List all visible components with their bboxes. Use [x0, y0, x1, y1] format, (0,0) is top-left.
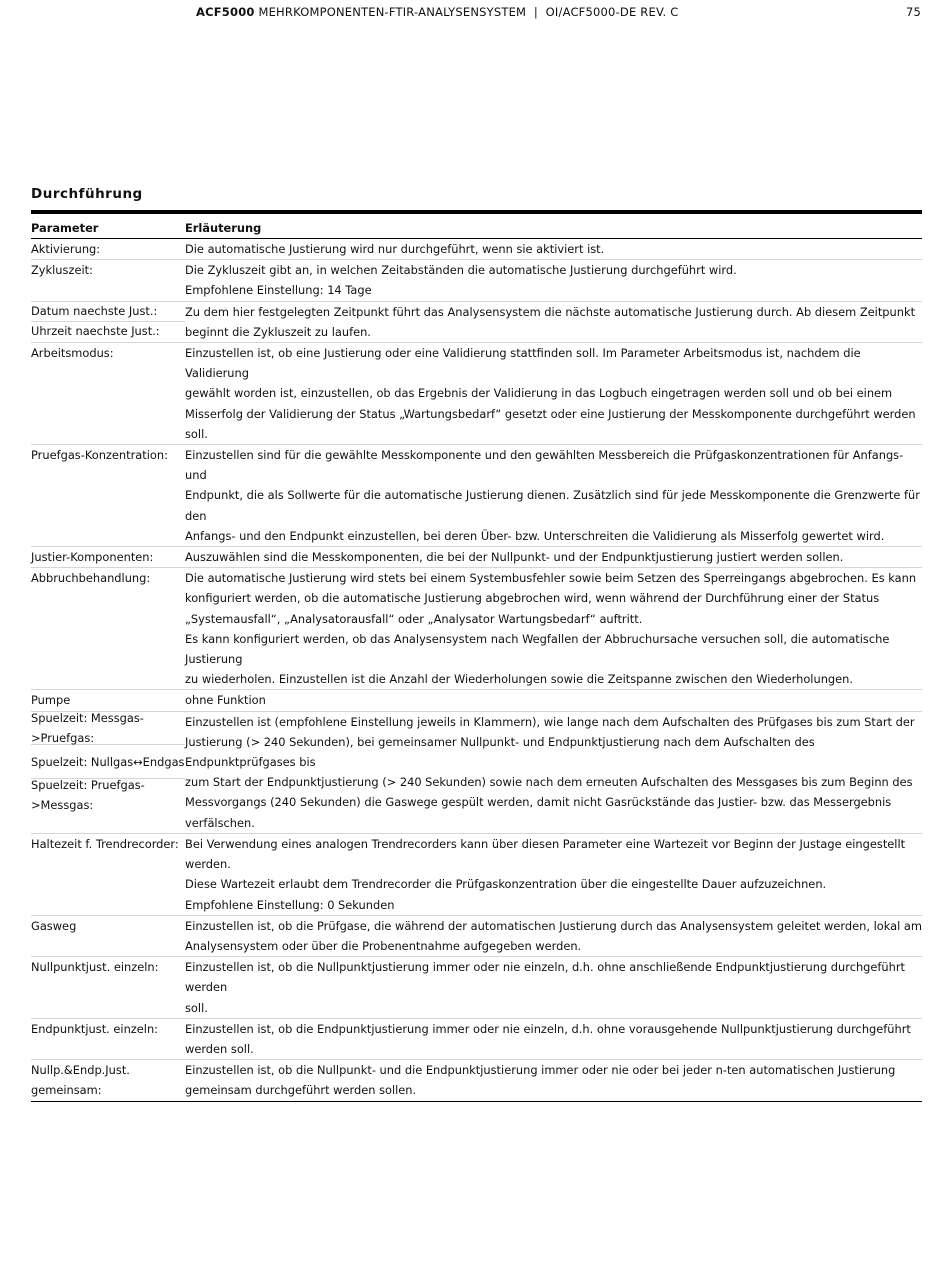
- table-row: [31, 343, 922, 445]
- parameter-name: Aktivierung:: [31, 242, 101, 256]
- explanation-line: Anfangs- und den Endpunkt einzustellen, bei deren Über- bzw. Unterschreiten die Validierung als Misserfolg gewertet wird.: [185, 528, 885, 543]
- explanation-cell: [185, 834, 922, 915]
- parameter-name: Pumpe: [31, 693, 71, 708]
- table-row: [31, 712, 922, 834]
- parameter-subcell: [31, 712, 185, 746]
- parameter-name: Haltezeit f. Trendrecorder:: [31, 836, 179, 851]
- explanation-line: beginnt die Zykluszeit zu laufen.: [185, 324, 371, 339]
- explanation-cell: [185, 1060, 922, 1100]
- explanation-line: Bei Verwendung eines analogen Trendrecorders kann über diesen Parameter eine Wartezeit vor Beginn der Justage eingestellt werden.: [185, 836, 906, 872]
- parameter-cell: [31, 302, 185, 342]
- explanation-cell: [185, 957, 922, 1018]
- table-row: [31, 568, 922, 690]
- parameter-name: Abbruchbehandlung:: [31, 571, 151, 586]
- explanation-line: gemeinsam durchgeführt werden sollen.: [185, 1083, 417, 1098]
- page-header: [196, 5, 921, 19]
- parameter-name: Spuelzeit: Pruefgas-: [31, 778, 145, 793]
- explanation-line: Einzustellen ist, ob die Nullpunkt- und die Endpunktjustierung immer oder nie oder bei jeder n-ten automatischen Justierung: [185, 1063, 896, 1078]
- explanation-cell: [185, 239, 922, 259]
- parameter-cell: [31, 1019, 185, 1059]
- table-row: [31, 239, 922, 260]
- table-row: [31, 834, 922, 916]
- parameter-name: >Pruefgas:: [31, 731, 95, 745]
- explanation-line: Auszuwählen sind die Messkomponenten, die bei der Nullpunkt- und der Endpunktjustierung justiert werden sollen.: [185, 550, 844, 565]
- parameter-name: Gasweg: [31, 918, 77, 933]
- explanation-line: Analysensystem oder über die Probenentnahme aufgegeben werden.: [185, 938, 582, 953]
- parameter-name: gemeinsam:: [31, 1083, 102, 1098]
- table-row: [31, 260, 922, 301]
- explanation-cell: [185, 916, 922, 956]
- page-number: 75: [905, 5, 921, 19]
- parameter-cell: [31, 547, 185, 567]
- explanation-cell: [185, 260, 922, 300]
- parameter-cell: [31, 568, 185, 689]
- parameter-subcell: [31, 322, 185, 341]
- explanation-line: werden soll.: [185, 1041, 254, 1056]
- table-row: [31, 1060, 922, 1101]
- explanation-line: Einzustellen ist (empfohlene Einstellung jeweils in Klammern), wie lange nach dem Aufschalten des Prüfgases bis zum Start der: [185, 714, 915, 729]
- explanation-line: Endpunkt, die als Sollwerte für die automatische Justierung dienen. Zusätzlich sind für jede Messkomponente die Grenzwerte für den: [185, 488, 920, 523]
- explanation-line: Es kann konfiguriert werden, ob das Analysensystem nach Wegfallen der Abbruchursache versuchen soll, die automatische Justierung: [185, 631, 890, 667]
- table-row: [31, 547, 922, 568]
- parameter-name: Zykluszeit:: [31, 263, 93, 278]
- parameter-subcell: [31, 745, 185, 779]
- table-row: [31, 1019, 922, 1060]
- parameter-name: Spuelzeit: Messgas-: [31, 710, 144, 725]
- explanation-cell: [185, 445, 922, 546]
- parameter-name: Datum naechste Just.:: [31, 304, 158, 319]
- explanation-cell: [185, 712, 922, 833]
- explanation-line: verfälschen.: [185, 815, 255, 830]
- explanation-cell: [185, 568, 922, 689]
- explanation-line: Messvorgangs (240 Sekunden) die Gaswege gespült werden, damit nicht Gasrückstände das Justier- bzw. das Messergebnis: [185, 795, 892, 810]
- parameter-cell: [31, 957, 185, 1018]
- header-title: MEHRKOMPONENTEN-FTIR-ANALYSENSYSTEM | OI/ACF5000-DE REV. C: [254, 5, 679, 19]
- parameter-subcell: [31, 779, 185, 812]
- explanation-line: ohne Funktion: [185, 693, 266, 708]
- parameter-name: Spuelzeit: Nullgas↔Endgas: [31, 754, 185, 769]
- table-row: [31, 916, 922, 957]
- explanation-cell: [185, 547, 922, 567]
- parameter-cell: [31, 260, 185, 300]
- explanation-line: „Systemausfall“, „Analysatorausfall“ oder „Analysator Wartungsbedarf“ auftritt.: [185, 611, 643, 626]
- parameter-subcell: [31, 302, 185, 322]
- parameter-cell: [31, 445, 185, 546]
- parameter-cell: [31, 916, 185, 956]
- header-product: ACF5000: [196, 5, 255, 19]
- section-title: Durchführung: [31, 186, 143, 202]
- explanation-line: Justierung (> 240 Sekunden), bei gemeinsamer Nullpunkt- und Endpunktjustierung nach dem Aufschalten des Endpunktprüfgases bis: [185, 734, 815, 770]
- table-row: [31, 957, 922, 1019]
- table-row: [31, 445, 922, 547]
- explanation-line: Einzustellen ist, ob eine Justierung oder eine Validierung stattfinden soll. Im Parameter Arbeitsmodus ist, nachdem die Validierung: [185, 346, 861, 381]
- column-header-parameter: Parameter: [31, 221, 99, 235]
- parameter-cell: [31, 834, 185, 915]
- explanation-cell: [185, 302, 922, 342]
- parameter-cell: [31, 712, 185, 833]
- explanation-line: Misserfolg der Validierung der Status „Wartungsbedarf“ gesetzt oder eine Justierung der Messkomponente durchgeführt werden soll.: [185, 406, 916, 441]
- explanation-line: zu wiederholen. Einzustellen ist die Anzahl der Wiederholungen sowie die Zeitspanne zwischen den Wiederholungen.: [185, 672, 853, 687]
- explanation-line: soll.: [185, 1000, 208, 1015]
- table-header: [31, 214, 922, 239]
- parameter-name: Pruefgas-Konzentration:: [31, 448, 168, 463]
- explanation-line: Die Zykluszeit gibt an, in welchen Zeitabständen die automatische Justierung durchgeführt wird.: [185, 263, 737, 278]
- parameter-cell: [31, 343, 185, 444]
- explanation-line: Empfohlene Einstellung: 14 Tage: [185, 283, 372, 298]
- explanation-line: Zu dem hier festgelegten Zeitpunkt führt das Analysensystem die nächste automatische Justierung durch. Ab diesem Zeitpunkt: [185, 304, 916, 319]
- parameter-cell: [31, 239, 185, 259]
- explanation-line: konfiguriert werden, ob die automatische Justierung abgebrochen wird, wenn während der Durchführung einer der Status: [185, 591, 880, 606]
- explanation-line: Einzustellen ist, ob die Endpunktjustierung immer oder nie einzeln, d.h. ohne vorausgehende Nullpunktjustierung durchgeführt: [185, 1021, 911, 1036]
- explanation-cell: [185, 1019, 922, 1059]
- explanation-cell: [185, 690, 922, 710]
- column-header-explanation: Erläuterung: [185, 221, 262, 235]
- explanation-line: Einzustellen ist, ob die Prüfgase, die während der automatischen Justierung durch das Analysensystem geleitet werden, lokal am: [185, 918, 922, 933]
- parameter-name: >Messgas:: [31, 798, 94, 813]
- explanation-line: gewählt worden ist, einzustellen, ob das Ergebnis der Validierung in das Logbuch eingetragen werden soll und ob bei einem: [185, 386, 893, 401]
- parameter-name: Justier-Komponenten:: [31, 550, 154, 565]
- parameter-cell: [31, 1060, 185, 1100]
- parameter-name: Arbeitsmodus:: [31, 346, 114, 361]
- explanation-line: Die automatische Justierung wird stets bei einem Systembusfehler sowie beim Setzen des Sperreingangs abgebrochen. Es kann: [185, 571, 917, 586]
- explanation-cell: [185, 343, 922, 444]
- parameter-name: Nullp.&Endp.Just.: [31, 1063, 130, 1078]
- parameter-name: Uhrzeit naechste Just.:: [31, 324, 160, 339]
- explanation-line: Einzustellen sind für die gewählte Messkomponente und den gewählten Messbereich die Prüfgaskonzentrationen für Anfangs- und: [185, 448, 904, 483]
- explanation-line: zum Start der Endpunktjustierung (> 240 Sekunden) sowie nach dem erneuten Aufschalten des Messgases bis zum Beginn des: [185, 775, 913, 790]
- table-row: [31, 302, 922, 343]
- explanation-line: Empfohlene Einstellung: 0 Sekunden: [185, 897, 395, 912]
- explanation-line: Die automatische Justierung wird nur durchgeführt, wenn sie aktiviert ist.: [185, 242, 605, 256]
- explanation-line: Einzustellen ist, ob die Nullpunktjustierung immer oder nie einzeln, d.h. ohne anschließende Endpunktjustierung durchgeführt werden: [185, 960, 906, 995]
- parameter-table: [31, 210, 922, 1102]
- table-body: [31, 239, 922, 1102]
- parameter-name: Endpunktjust. einzeln:: [31, 1021, 159, 1036]
- parameter-name: Nullpunktjust. einzeln:: [31, 960, 159, 975]
- explanation-line: Diese Wartezeit erlaubt dem Trendrecorder die Prüfgaskonzentration über die eingestellte Dauer aufzuzeichnen.: [185, 877, 827, 892]
